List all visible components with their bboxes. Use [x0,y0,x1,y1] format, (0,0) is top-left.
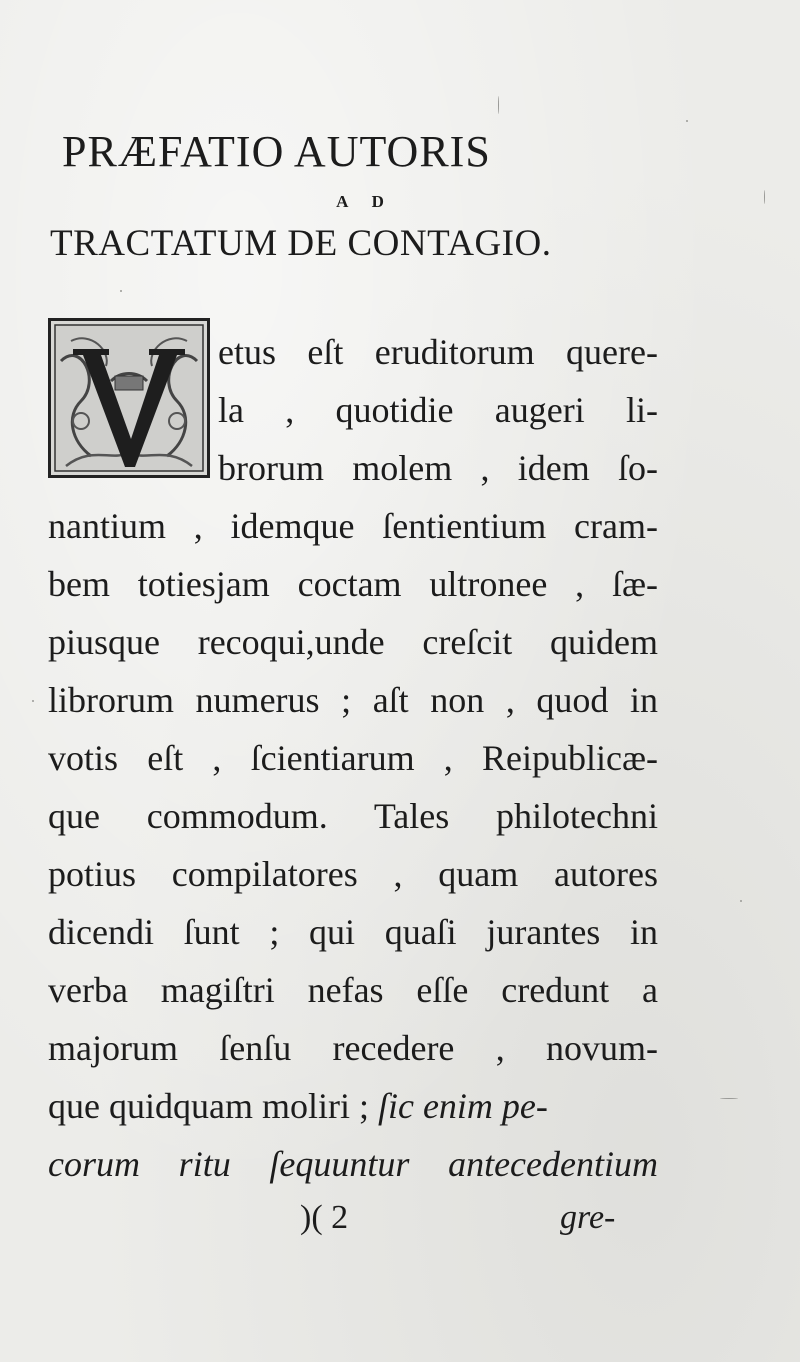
text-line-8: votis eſt , ſcientiarum , Reipublicæ- [48,738,658,778]
text-line-10: potius compilatores , quam autores [48,854,658,894]
text-line-14 [48,1084,658,1128]
text-line-5: bem totiesjam coctam ultronee , ſæ- [48,564,658,604]
text-line-9: que commodum. Tales philotechni [48,796,658,836]
text-line-15: corum ritu ſequuntur antecedentium [48,1144,658,1184]
decorated-initial-v-icon [48,318,210,478]
ornament-v-icon [51,321,207,475]
text-line-7: librorum numerus ; aſt non , quod in [48,680,658,720]
text-line-1: etus eſt eruditorum quere- [218,332,658,372]
heading-ad: A D [336,192,394,211]
text-line-3: brorum molem , idem ſo- [218,448,658,488]
heading-subtitle: TRACTATUM DE CONTAGIO. [50,223,552,264]
signature-mark: )( 2 [300,1199,349,1236]
heading-title: PRÆFATIO AUTORIS [62,127,491,176]
text-line-12: verba magiſtri nefas eſſe credunt a [48,970,658,1010]
text-line-14-roman: que quidquam moliri ; [48,1086,378,1126]
catchword: gre- [560,1199,616,1236]
text-line-14-italic: ſic enim pe- [377,1086,548,1126]
text-line-13: majorum ſenſu recedere , novum- [48,1028,658,1068]
text-line-11: dicendi ſunt ; qui quaſi jurantes in [48,912,658,952]
text-line-2: la , quotidie augeri li- [218,390,658,430]
text-line-4: nantium , idemque ſentientium cram- [48,506,658,546]
text-line-6: piusque recoqui,unde creſcit quidem [48,622,658,662]
